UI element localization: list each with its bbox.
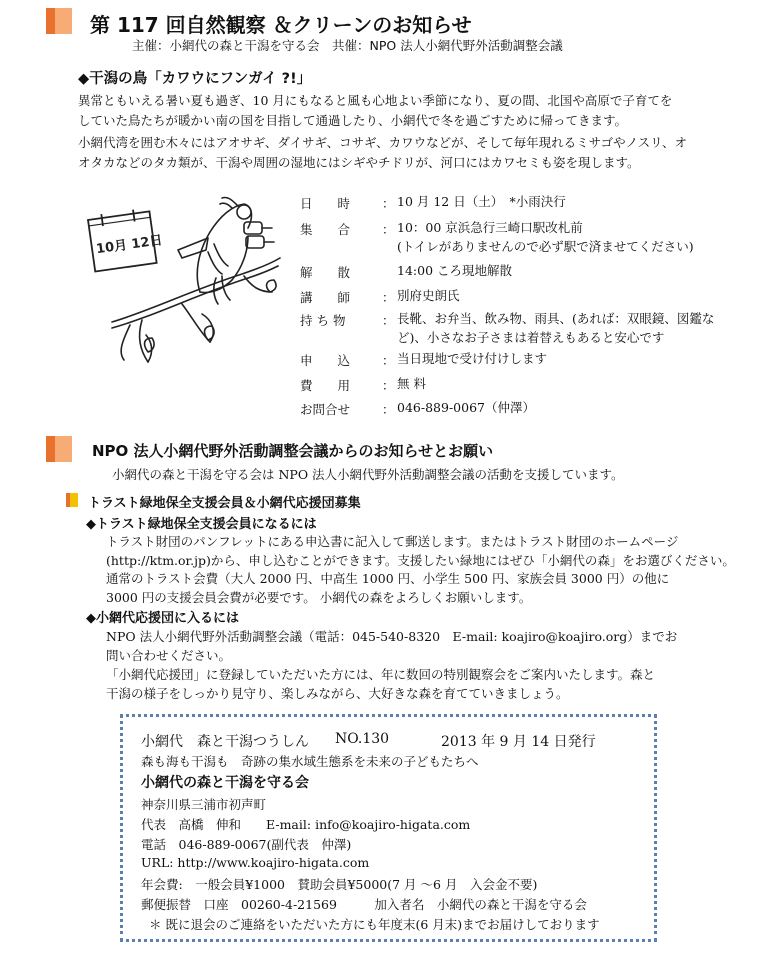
organizers: 主催：小網代の森と干潟を守る会 共催：NPO 法人小網代野外活動調整会議 — [132, 38, 563, 53]
bird-paragraph-line: 小網代湾を囲む木々にはアオサギ、ダイサギ、コサギ、カワウなどが、そして毎年現れるミサゴやノスリ、オ — [78, 135, 688, 150]
bird-section-heading: ◆干潟の鳥「カワウにフンガイ ?!」 — [78, 71, 312, 87]
bird-paragraph-line: オタカなどのタカ類が、干潟や周囲の湿地にはシギやチドリが、河口にはカワセミも姿を現します。 — [78, 155, 640, 170]
newsletter-number: NO.130 — [335, 731, 390, 747]
detail-label-items: 持 ち 物 — [300, 313, 346, 328]
detail-value-items: 長靴、お弁当、飲み物、雨具、(あれば：双眼鏡、図鑑な — [397, 311, 715, 326]
trust-line: (http://ktm.or.jp)から、申し込むことができます。支援したい緑地にはぜひ「小網代の森」をお選びください。 — [106, 553, 735, 568]
address: 神奈川県三浦市初声町 — [141, 797, 267, 812]
detail-value-meeting: 10：00 京浜急行三崎口駅改札前 — [397, 220, 583, 235]
trust-line: 通常のトラスト会費（大人 2000 円、中高生 1000 円、小学生 500 円、家族会員 3000 円）の他に — [106, 571, 670, 586]
calendar-text: 10月 12日 — [95, 233, 164, 258]
org-name: 小網代の森と干潟を守る会 — [141, 775, 309, 791]
bird-paragraph-line: していた鳥たちが暖かい南の国を目指して通過したり、小網代で冬を過ごすために帰ってきます。 — [78, 113, 628, 128]
newsletter-name: 小網代 森と干潟つうしん — [141, 734, 309, 750]
trust-line: 3000 円の支援会員会費が必要です。 小網代の森をよろしくお願いします。 — [106, 590, 532, 605]
ouen-heading: ◆小網代応援団に入るには — [86, 611, 239, 626]
trust-heading: ◆トラスト緑地保全支援会員になるには — [86, 517, 317, 532]
trust-line: トラスト財団のパンフレットにある申込書に記入して郵送します。またはトラスト財団のホームページ — [106, 534, 679, 549]
ouen-line: 「小網代応援団」に登録していただいた方には、年に数回の特別観察会をご案内いたします。森と — [106, 667, 656, 682]
npo-section-title: NPO 法人小網代野外活動調整会議からのお知らせとお願い — [92, 442, 494, 460]
bird-paragraph-line: 異常ともいえる暑い夏も過ぎ、10 月にもなると風も心地よい季節になり、夏の間、北国や高原で子育てを — [78, 93, 673, 108]
detail-label-lecturer: 講 師 — [300, 290, 351, 305]
detail-value-date: 10 月 12 日（土） *小雨決行 — [397, 194, 566, 209]
ouen-line: 問い合わせください。 — [106, 648, 232, 663]
detail-value-lecturer: 別府史朗氏 — [397, 288, 460, 303]
ouen-line: 干潟の様子をしっかり見守り、楽しみながら、大好きな森を育てていきましょう。 — [106, 686, 569, 701]
detail-label-apply: 申 込 — [300, 353, 351, 368]
ouen-line: NPO 法人小網代野外活動調整会議（電話：045-540-8320 E-mail: koajiro@koajiro.org）までお — [106, 629, 678, 644]
npo-marker-icon — [46, 436, 72, 462]
phone: 電話 046-889-0067(副代表 仲澤) — [141, 837, 352, 852]
annual-fees: 年会費: 一般会員¥1000 賛助会員¥5000(7 月 ～6 月 入会金不要) — [141, 877, 538, 892]
detail-value-meeting-note: (トイレがありませんので必ず駅で済ませてください) — [397, 239, 694, 254]
detail-label-date: 日 時 — [300, 196, 351, 211]
website-url: URL: http://www.koajiro-higata.com — [141, 855, 370, 870]
detail-value-apply: 当日現地で受け付けします — [397, 351, 548, 366]
postal-transfer: 郵便振替 口座 00260-4-21569 加入者名 小網代の森と干潟を守る会 — [141, 897, 587, 912]
detail-label-contact: お問合せ — [300, 402, 351, 417]
delivery-note: ＊ 既に退会のご連絡をいただいた方にも年度末(6 月末)までお届けしております — [149, 917, 600, 932]
detail-value-dismiss: 14:00 ころ現地解散 — [397, 263, 512, 278]
detail-value-items-2: ど)、小さなお子さまは着替えもあると安心です — [397, 330, 665, 345]
detail-label-fee: 費 用 — [300, 378, 351, 393]
slogan: 森も海も干潟も 奇跡の集水域生態系を未来の子どもたちへ — [141, 754, 479, 769]
newsletter-footer-box — [120, 714, 657, 942]
detail-value-fee: 無 料 — [397, 376, 426, 391]
representative: 代表 高橋 伸和 E-mail: info@koajiro-higata.com — [141, 817, 471, 832]
detail-value-contact: 046-889-0067（仲澤） — [397, 400, 535, 415]
detail-label-meeting: 集 合 — [300, 222, 351, 237]
detail-label-dismiss: 解 散 — [300, 265, 351, 280]
title-marker-icon — [46, 8, 72, 34]
bird-binoculars-illustration — [82, 192, 282, 367]
npo-intro: 小網代の森と干潟を守る会は NPO 法人小網代野外活動調整会議の活動を支援しています。 — [112, 467, 624, 482]
page-title: 第 117 回自然観察 ＆クリーンのお知らせ — [90, 13, 472, 37]
issue-date: 2013 年 9 月 14 日発行 — [441, 734, 596, 750]
recruit-subheading: トラスト緑地保全支援会員＆小網代応援団募集 — [88, 496, 361, 511]
